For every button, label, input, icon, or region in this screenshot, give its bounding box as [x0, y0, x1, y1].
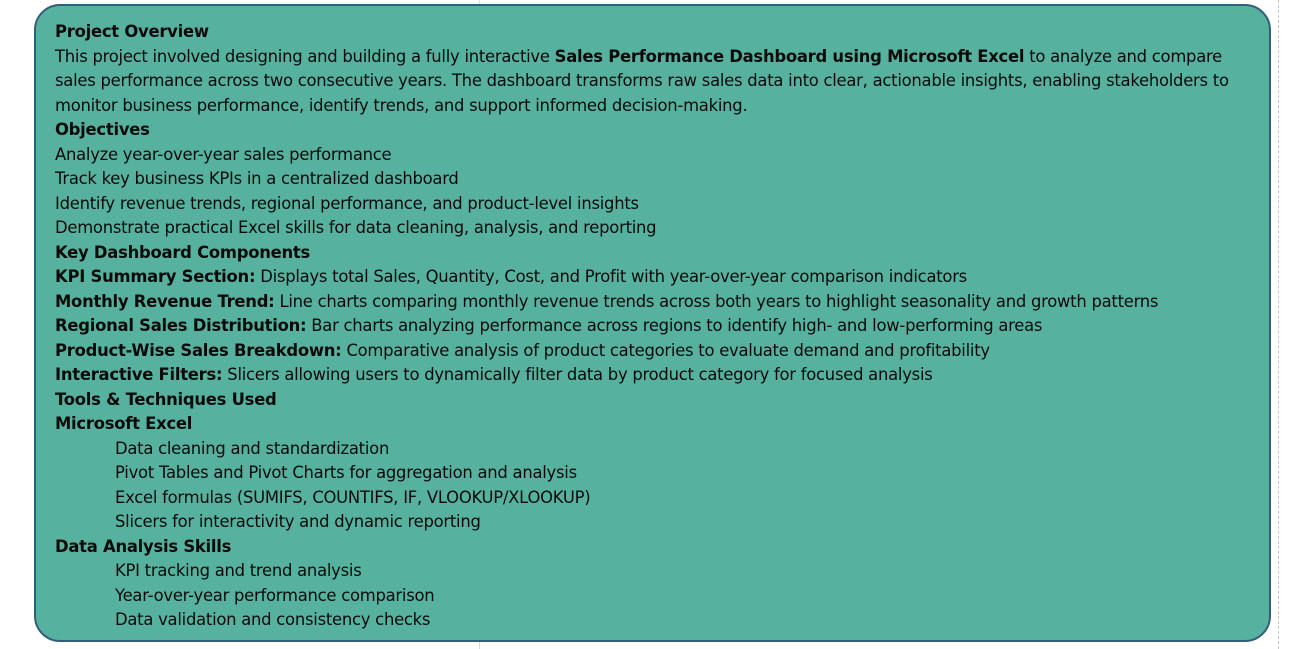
- overview-text-post: to analyze and compare sales performance across two consecutive years. The dashboard transforms raw sales data into clear, actionable insights, enabling stakeholders to monitor business performance, identify trends, and support informed decision-making.: [55, 46, 1229, 115]
- objective-item: Identify revenue trends, regional performance, and product-level insights: [55, 193, 639, 213]
- component-text: Bar charts analyzing performance across regions to identify high- and low-performing areas: [306, 316, 1043, 335]
- skill-item: Data validation and consistency checks: [115, 610, 431, 629]
- component-label: Monthly Revenue Trend:: [55, 291, 275, 311]
- excel-item: Slicers for interactivity and dynamic reporting: [115, 512, 481, 531]
- components-heading: Key Dashboard Components: [55, 242, 310, 262]
- excel-item: Excel formulas (SUMIFS, COUNTIFS, IF, VLOOKUP/XLOOKUP): [115, 487, 591, 507]
- objective-item: Track key business KPIs in a centralized dashboard: [55, 169, 459, 188]
- overview-text-pre: This project involved designing and building a fully interactive: [55, 46, 555, 66]
- component-text: Line charts comparing monthly revenue trends across both years to highlight seasonality and growth patterns: [274, 291, 1159, 311]
- component-text: Displays total Sales, Quantity, Cost, and Profit with year-over-year comparison indicators: [255, 267, 967, 286]
- overview-heading: Project Overview: [55, 22, 209, 41]
- excel-item: Data cleaning and standardization: [115, 438, 390, 458]
- overview-paragraph: [55, 45, 1249, 119]
- component-label: Interactive Filters:: [55, 365, 223, 384]
- page-break-line: [1278, 0, 1279, 649]
- component-item: [55, 339, 1249, 364]
- excel-heading: Microsoft Excel: [55, 414, 193, 433]
- excel-item: Pivot Tables and Pivot Charts for aggregation and analysis: [115, 463, 577, 482]
- component-label: Regional Sales Distribution:: [55, 316, 307, 335]
- objectives-heading: Objectives: [55, 120, 150, 139]
- component-item: [55, 363, 1249, 388]
- component-item: [55, 265, 1249, 290]
- objective-item: Demonstrate practical Excel skills for data cleaning, analysis, and reporting: [55, 218, 657, 237]
- overview-text-bold: Sales Performance Dashboard using Microsoft Excel: [554, 46, 1025, 66]
- project-description-textbox[interactable]: [34, 4, 1271, 642]
- skill-item: Year-over-year performance comparison: [115, 585, 435, 605]
- skill-item: KPI tracking and trend analysis: [115, 561, 362, 580]
- skills-heading: Data Analysis Skills: [55, 536, 232, 556]
- tools-heading: Tools & Techniques Used: [55, 389, 277, 409]
- component-item: [55, 290, 1249, 315]
- objective-item: Analyze year-over-year sales performance: [55, 144, 392, 164]
- component-text: Comparative analysis of product categories to evaluate demand and profitability: [341, 340, 990, 360]
- component-text: Slicers allowing users to dynamically filter data by product category for focused analysis: [222, 365, 933, 384]
- component-label: KPI Summary Section:: [55, 267, 256, 286]
- component-item: [55, 314, 1249, 339]
- component-label: Product-Wise Sales Breakdown:: [55, 340, 342, 360]
